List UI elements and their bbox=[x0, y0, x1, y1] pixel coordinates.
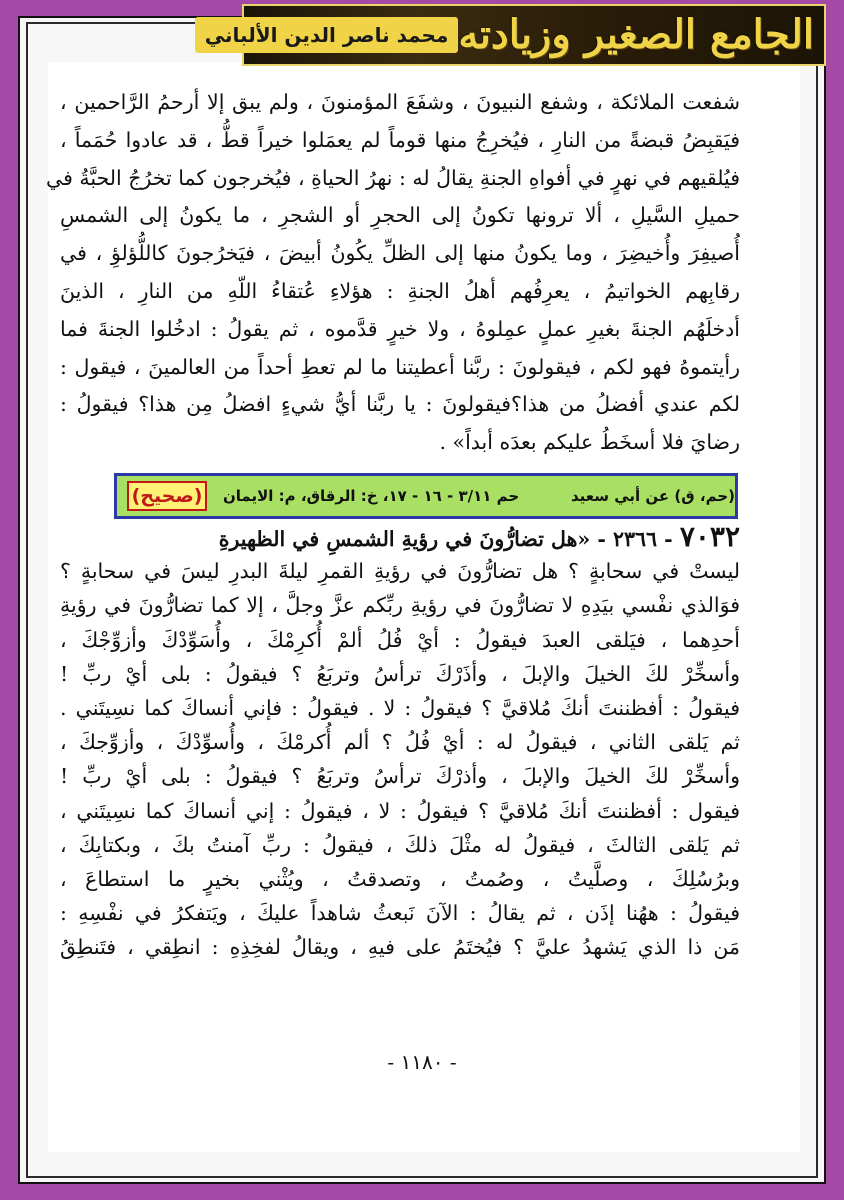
text-line: وأسخِّرْ لكَ الخيلَ والإبلَ ، وأذرْكَ ترأسُ وتربَعُ ؟ فيقولُ : بلى أيْ ربِّ ! bbox=[60, 764, 740, 789]
source-details bbox=[213, 487, 735, 505]
text-line: وأسخِّرْ لكَ الخيلَ والإبلَ ، وأذَرْكَ ترأسُ وتربَعُ ؟ فيقولُ : بلى أيْ ربِّ ! bbox=[60, 661, 740, 686]
book-title: الجامع الصغير وزيادته bbox=[458, 11, 814, 58]
text-line: ليستْ في سحابةٍ ؟ هل تضارُّونَ في رؤيةِ القمرِ ليلةَ البدرِ ليسَ في سحابةٍ ؟ bbox=[60, 559, 740, 584]
text-line: ثم يَلقى الثاني ، فيقولُ له : أيْ فُلُ ؟ ألم أُكرمْكَ ، وأُسوِّدْكَ ، وأزوِّجكَ ، bbox=[60, 730, 740, 755]
text-line: مَن ذا الذي يَشهدُ عليَّ ؟ فيُختَمُ على فيهِ ، ويقالُ لفخِذِهِ : انطِقي ، فتَنطِقُ bbox=[60, 935, 740, 960]
source-narrators: (حم، ق) عن أبي سعيد bbox=[571, 487, 735, 505]
hadith-header-line: ٧٠٣٢ - ٢٣٦٦ - «هل تضارُّونَ في رؤيةِ الشمسِ في الظهيرةِ bbox=[218, 520, 740, 553]
hadith-text bbox=[60, 520, 740, 964]
hadith-number: ٧٠٣٢ bbox=[679, 520, 740, 553]
book-title-banner bbox=[204, 4, 826, 66]
book-author: محمد ناصر الدين الألباني bbox=[195, 17, 459, 53]
hadith-opening: «هل تضارُّونَ في رؤيةِ الشمسِ في الظهيرةِ bbox=[218, 527, 591, 551]
text-line: أُصيفِرَ وأُخيضِرَ ، وما يكونُ منها إلى الظلِّ يكُونُ أبيضَ ، فيَخرُجونَ كاللُّؤلؤِ ، في bbox=[60, 241, 740, 266]
text-line: فيَقبِضُ قبضةً من النارِ ، فيُخرِجُ منها قوماً لم يعمَلوا خيراً قطُّ ، قد عادوا حُمَماً ، bbox=[60, 127, 740, 152]
text-line: أحدِهما ، فيَلقى العبدَ فيقولُ : أيْ فُلُ ألمْ أُكرِمْكَ ، وأُسَوِّدْكَ وأزوِّجْكَ ، bbox=[60, 627, 740, 652]
text-line: فيقولُ : أفظننتَ أنكَ مُلاقيَّ ؟ فيقولُ : لا . فيقولُ : فإني أنساكَ كما نسِيتَني . bbox=[60, 695, 740, 720]
text-line: وبرُسُلِكَ ، وصلَّيتُ ، وصُمتُ ، وتصدقتُ ، ويُثْني بخيرٍ ما استطاعَ ، bbox=[60, 866, 740, 891]
text-line: ثم يَلقى الثالثَ ، فيقولُ له مثْلَ ذلكَ ، فيقولُ : ربِّ آمنتُ بكَ ، وبكتابِكَ ، bbox=[60, 832, 740, 857]
source-references: حم ٣/١١ - ١٦ - ١٧، خ: الرقاق، م: الايمان bbox=[223, 487, 520, 505]
text-line: رأيتموهُ فهو لكم ، فيقولونَ : ربَّنا أعطيتنا ما لم تعطِ أحداً من العالمينَ ، فيقول : bbox=[60, 354, 740, 379]
text-line: لكم عندي أفضلُ من هذا؟فيقولونَ : يا ربَّنا أيُّ شيءٍ افضلُ مِن هذا؟ فيقولُ : bbox=[60, 392, 740, 417]
hadith-source-bar bbox=[114, 473, 738, 519]
text-line: حميلِ السَّيلِ ، ألا ترونها تكونُ إلى الحجرِ أو الشجرِ ، ما يكونُ إلى الشمسِ bbox=[60, 203, 740, 228]
text-line: فيقول : أفظننتَ أنكَ مُلاقيَّ ؟ فيقولُ : لا ، فيقولُ : إني أنساكَ كما نسِيتَني ، bbox=[60, 798, 740, 823]
hadith-sub-number: ٢٣٦٦ bbox=[613, 527, 658, 551]
text-line-last: رضايَ فلا أسخَطُ عليكم بعدَه أبداً» . bbox=[439, 430, 740, 455]
text-line: فوَالذي نفْسي بيَدِهِ لا تضارُّونَ في رؤيةِ ربِّكم عزَّ وجلَّ ، إلا كما تضارُّونَ في رؤيةِ bbox=[60, 593, 740, 618]
text-line: رقابِهم الخواتيمُ ، يعرِفُهم أهلُ الجنةِ : هؤلاءِ عُتقاءُ اللّهِ من النارِ ، الذينَ bbox=[60, 278, 740, 303]
text-line: شفعت الملائكة ، وشفع النبيونَ ، وشفَعَ المؤمنونَ ، ولم يبق إلا أرحمُ الرَّاحمين ، bbox=[60, 90, 740, 114]
text-line: فيقولُ : ههُنا إذَن ، ثم يقالُ : الآنَ نَبعثُ شاهداً عليكَ ، ويَتفكرُ في نفْسِهِ : bbox=[60, 901, 740, 926]
text-line: أدخلَهُم الجنةَ بغيرِ عملٍ عمِلوهُ ، ولا خيرٍ قدَّموه ، ثم يقولُ : ادخُلوا الجنةَ فما bbox=[60, 316, 740, 341]
previous-hadith-text bbox=[45, 84, 740, 462]
page-number: - ١١٨٠ - bbox=[387, 1050, 457, 1074]
grade-badge: (صحيح) bbox=[127, 481, 207, 511]
text-line: فيُلقيهم في نهرٍ في أفواهِ الجنةِ يقالُ له : نهرُ الحياةِ ، فيُخرجون كما تخرُجُ الحبَّةُ في bbox=[45, 165, 740, 190]
